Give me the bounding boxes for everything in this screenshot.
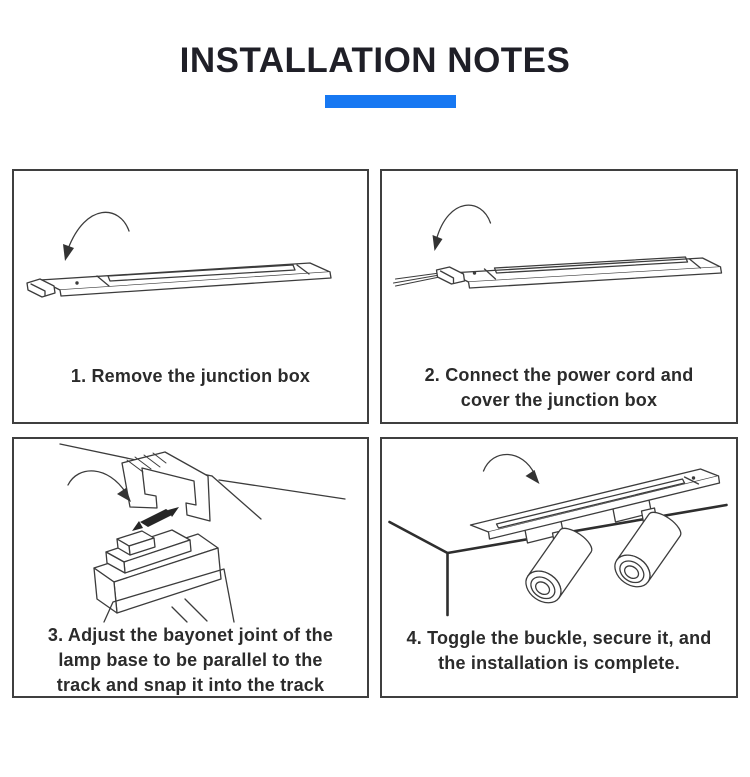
step-1-caption <box>14 364 367 389</box>
step-4-caption <box>382 626 736 676</box>
screw-dot <box>75 281 78 284</box>
step-2-caption <box>382 363 736 413</box>
step-3-caption <box>14 623 367 698</box>
caption-line: lamp base to be parallel to the <box>58 650 323 670</box>
screw-dot <box>692 476 695 479</box>
track-rail-drawing <box>437 257 722 288</box>
step-2-panel <box>380 169 738 424</box>
caption-line: the installation is complete. <box>438 653 680 673</box>
caption-line: 3. Adjust the bayonet joint of the <box>47 625 334 645</box>
screw-dot <box>473 271 476 274</box>
step-1-panel <box>12 169 369 424</box>
caption-line: 2. Connect the power cord and <box>424 365 694 385</box>
step-3-panel <box>12 437 369 698</box>
step-4-panel <box>380 437 738 698</box>
curved-arrow-icon <box>433 205 491 251</box>
lamp-base-drawing <box>94 530 221 613</box>
curved-arrow-icon <box>63 212 129 261</box>
page-title: INSTALLATION NOTES <box>179 41 571 80</box>
cord-connector-block <box>437 267 465 284</box>
caption-line: track and snap it into the track <box>56 675 325 695</box>
bayonet-joint <box>132 507 179 531</box>
caption-line: cover the junction box <box>460 390 658 410</box>
power-cord-wires <box>394 273 440 286</box>
title-underline-bar <box>325 95 456 108</box>
curved-arrow-icon <box>484 454 540 484</box>
caption-line: 4. Toggle the buckle, secure it, and <box>406 628 712 648</box>
curved-arrow-icon <box>68 471 131 502</box>
caption-line: 1. Remove the junction box <box>70 366 311 386</box>
track-rail-drawing <box>27 263 331 297</box>
